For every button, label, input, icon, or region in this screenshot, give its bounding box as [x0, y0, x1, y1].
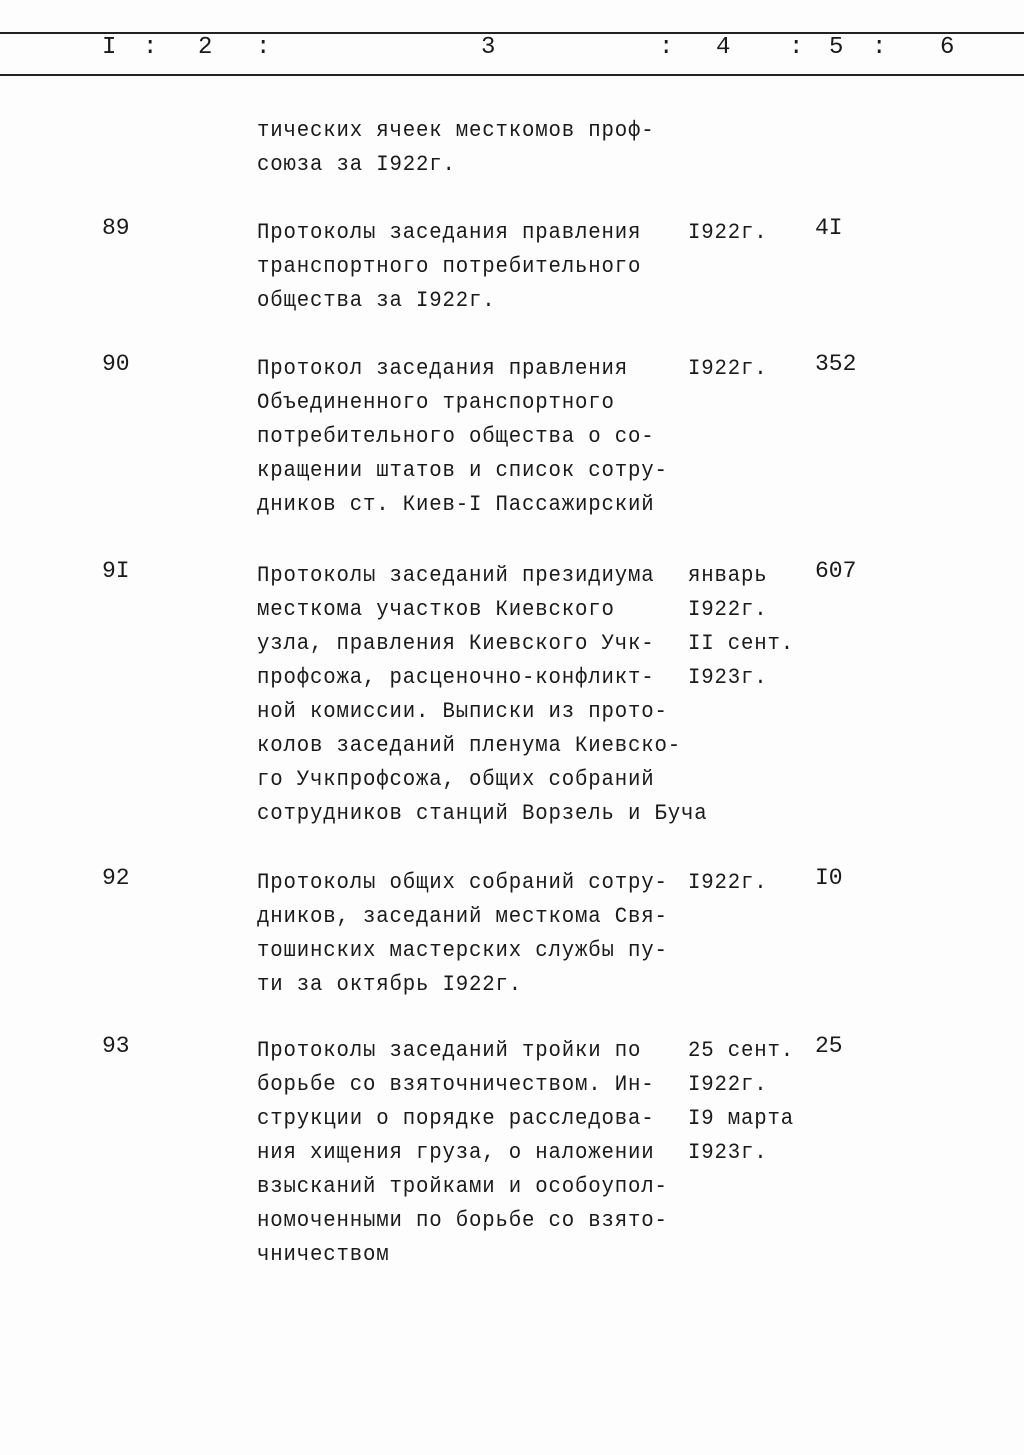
description-line: Протоколы заседаний президиума	[257, 562, 655, 588]
date-line: 25 сент.	[688, 1037, 795, 1063]
description-line: номоченными по борьбе со взято-	[257, 1207, 668, 1233]
entry-description	[257, 113, 689, 181]
description-line: Протоколы заседаний тройки по	[257, 1037, 642, 1063]
entry-sheet-count: 607	[815, 558, 857, 584]
entry-description	[257, 215, 675, 317]
column-3-header: 3	[481, 34, 496, 61]
description-line: сотрудников станций Ворзель и Буча	[257, 800, 708, 826]
entry-dates	[688, 351, 774, 385]
description-line: струкции о порядке расследова-	[257, 1105, 655, 1131]
date-line: I923г.	[688, 1139, 768, 1165]
description-line: потребительного общества о со-	[257, 423, 655, 449]
entry-dates	[688, 865, 774, 899]
description-line: узла, правления Киевского Учк-	[257, 630, 655, 656]
entry-sheet-count: 352	[815, 351, 857, 377]
date-line: II сент.	[688, 630, 795, 656]
description-line: дников ст. Киев-I Пассажирский	[257, 491, 655, 517]
column-4-header: 4	[716, 34, 731, 61]
date-line: I922г.	[688, 355, 768, 381]
column-separator: :	[659, 34, 674, 61]
description-line: ния хищения груза, о наложении	[257, 1139, 655, 1165]
date-line: январь	[688, 562, 768, 588]
description-line: ти за октябрь I922г.	[257, 971, 523, 997]
entry-number: 92	[102, 865, 130, 891]
description-line: общества за I922г.	[257, 287, 496, 313]
date-line: I922г.	[688, 596, 768, 622]
entry-number: 93	[102, 1033, 130, 1059]
description-line: чничеством	[257, 1241, 390, 1267]
description-line: профсожа, расценочно-конфликт-	[257, 664, 655, 690]
description-line: Протоколы заседания правления	[257, 219, 642, 245]
description-line: дников, заседаний месткома Свя-	[257, 903, 668, 929]
description-line: го Учкпрофсожа, общих собраний	[257, 766, 655, 792]
column-6-header: 6	[940, 34, 955, 61]
header-bottom-rule	[0, 74, 1024, 76]
description-line: ной комиссии. Выписки из прото-	[257, 698, 668, 724]
date-line: I922г.	[688, 219, 768, 245]
date-line: I9 марта	[688, 1105, 795, 1131]
entry-description	[257, 865, 703, 1001]
entry-description	[257, 1033, 703, 1271]
entry-description	[257, 351, 703, 521]
column-5-header: 5	[829, 34, 844, 61]
column-separator: :	[256, 34, 271, 61]
description-line: борьбе со взяточничеством. Ин-	[257, 1071, 655, 1097]
column-separator: :	[872, 34, 887, 61]
description-line: тических ячеек месткомов проф-	[257, 117, 655, 143]
column-separator: :	[789, 34, 804, 61]
description-line: Протокол заседания правления	[257, 355, 629, 381]
entry-sheet-count: 25	[815, 1033, 843, 1059]
entry-number: 90	[102, 351, 130, 377]
description-line: союза за I922г.	[257, 151, 456, 177]
description-line: месткома участков Киевского	[257, 596, 615, 622]
description-line: Объединенного транспортного	[257, 389, 615, 415]
entry-dates	[688, 215, 774, 249]
date-line: I922г.	[688, 1071, 768, 1097]
date-line: I923г.	[688, 664, 768, 690]
entry-number: 89	[102, 215, 130, 241]
entry-number: 9I	[102, 558, 130, 584]
entry-description	[257, 558, 747, 830]
entry-dates	[688, 1033, 803, 1169]
date-line: I922г.	[688, 869, 768, 895]
column-separator: :	[143, 34, 158, 61]
description-line: Протоколы общих собраний сотру-	[257, 869, 668, 895]
description-line: колов заседаний пленума Киевско-	[257, 732, 682, 758]
column-1-header: I	[102, 34, 117, 61]
entry-sheet-count: I0	[815, 865, 843, 891]
column-2-header: 2	[198, 34, 213, 61]
entry-dates	[688, 558, 803, 694]
entry-sheet-count: 4I	[815, 215, 843, 241]
description-line: тошинских мастерских службы пу-	[257, 937, 668, 963]
description-line: транспортного потребительного	[257, 253, 642, 279]
description-line: взысканий тройками и особоупол-	[257, 1173, 668, 1199]
description-line: кращении штатов и список сотру-	[257, 457, 668, 483]
